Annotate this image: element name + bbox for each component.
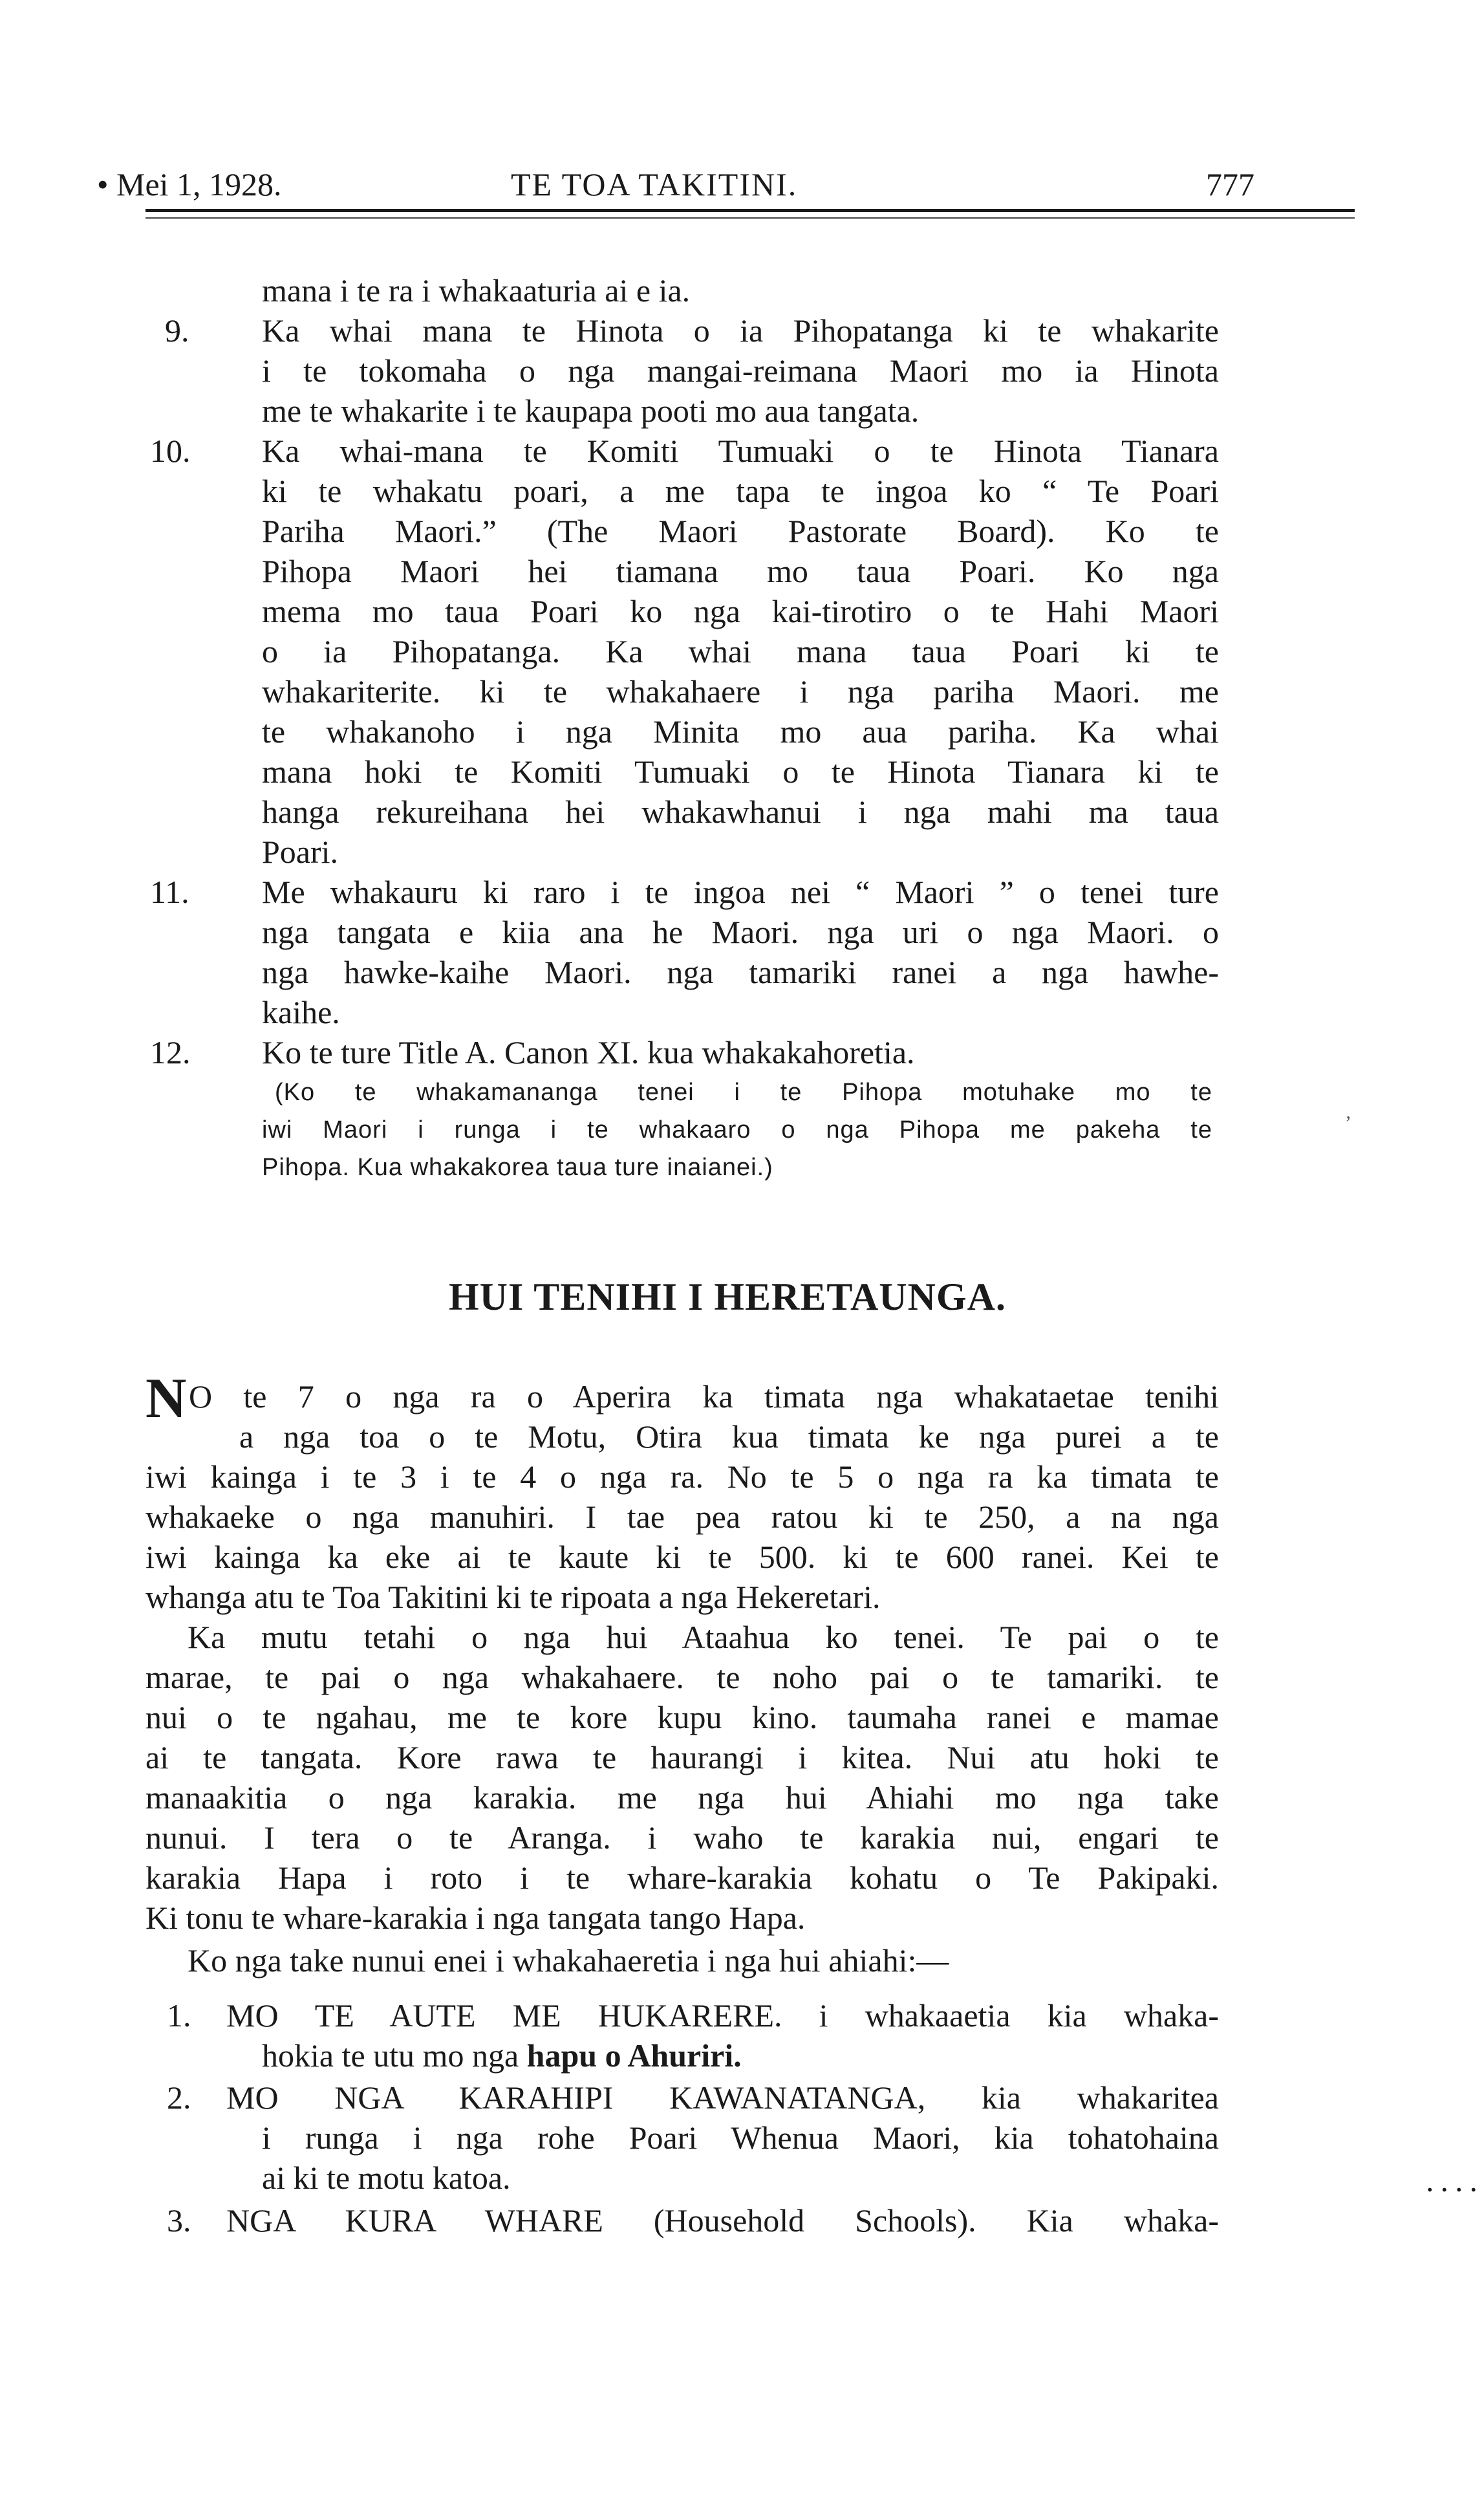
paragraph: marae, te pai o nga whakahaere. te noho pai o te tamariki. te nui o te ngahau, me te kore kupu kino. taumaha ranei e mamae ai te tangata. Kore rawa te haurangi i kitea. Nui atu hoki te manaakitia o nga karakia. me nga hui Ahiahi mo nga take nunui. I tera o te Aranga. i waho te karakia nui, engari te karakia Hapa i roto i te whare-karakia kohatu o Te Pakipaki. Ki tonu te whare-karakia i nga tangata tango Hapa. <box>145 1659 1219 1936</box>
footnote: (Ko te whakamananga tenei i te Pihopa motuhake mo te iwi Maori i runga i te whakaaro o nga Pihopa me pakeha te Pihopa. Kua whakakorea taua ture inaianei.) <box>262 1079 1212 1181</box>
list-item: MO NGA KARAHIPI KAWANATANGA, kia whakaritea <box>226 2079 1219 2116</box>
item-text: Ko te ture Title A. Canon XI. kua whakakahoretia. <box>262 1034 915 1070</box>
list-number: 3. <box>167 2202 191 2239</box>
item-number: 12. <box>150 1034 191 1070</box>
paragraph: O te 7 o nga ra o Aperira ka timata nga whakataetae tenihi <box>189 1378 1219 1415</box>
paragraph: Ko nga take nunui enei i whakahaeretia i nga hui ahiahi:— <box>188 1942 949 1979</box>
paragraph: a nga toa o te Motu, Otira kua timata ke nga purei a te <box>239 1418 1219 1455</box>
drop-cap: N <box>145 1367 187 1430</box>
item-text: Ka whai-mana te Komiti Tumuaki o te Hinota Tianara ki te whakatu poari, a me tapa te ingoa ko “ Te Poari Pariha Maori.” (The Maori Pastorate Board). Ko te Pihopa Maori hei tiamana mo taua Poari. Ko nga mema mo taua Poari ko nga kai-tirotiro o te Hahi Maori o ia Pihopatanga. Ka whai mana taua Poari ki te whakariterite. ki te whakahaere i nga pariha Maori. me te whakanoho i nga Minita mo aua pariha. Ka whai mana hoki te Komiti Tumuaki o te Hinota Tianara ki te hanga rekureihana hei whakawhanui i nga mahi ma taua Poari. <box>262 433 1219 870</box>
list-number: 1. <box>167 1997 191 2033</box>
list-item-continuation: i runga i nga rohe Poari Whenua Maori, kia tohatohaina ai ki te motu katoa. .... <box>262 2118 1219 2198</box>
page-number: 777 <box>1206 166 1254 202</box>
paragraph: iwi kainga i te 3 i te 4 o nga ra. No te 5 o nga ra ka timata te whakaeke o nga manuhiri. I tae pea ratou ki te 250, a na nga iwi kainga ka eke ai te kaute ki te 500. ki te 600 ranei. Kei te whanga atu te Toa Takitini ki te ripoata a nga Hekeretari. <box>145 1459 1219 1615</box>
header-rule-thin <box>145 217 1355 219</box>
item-number: 9. <box>165 312 189 349</box>
margin-mark: ʼ <box>1345 1112 1351 1134</box>
list-item: MO TE AUTE ME HUKARERE. i whakaaetia kia whaka- hokia te utu mo nga hapu o Ahuriri. <box>226 1997 1219 2074</box>
list-number: 2. <box>167 2079 191 2116</box>
item-text: Me whakauru ki raro i te ingoa nei “ Maori ” o tenei ture nga tangata e kiia ana he Maori. nga uri o nga Maori. o nga hawke-kaihe Maori. nga tamariki ranei a nga hawhe- kaihe. <box>262 874 1219 1030</box>
header-rule <box>145 209 1355 212</box>
paragraph: Ka mutu tetahi o nga hui Ataahua ko tenei. Te pai o te <box>188 1619 1219 1655</box>
section-heading: HUI TENIHI I HERETAUNGA. <box>449 1275 1006 1318</box>
header-title: TE TOA TAKITINI. <box>511 166 798 202</box>
leader-dots: .... <box>1426 2162 1484 2198</box>
item-number: 11. <box>150 874 189 910</box>
item-text: Ka whai mana te Hinota o ia Pihopatanga ki te whakarite i te tokomaha o nga mangai-reimana Maori mo ia Hinota me te whakarite i te kaupapa pooti mo aua tangata. <box>262 312 1219 429</box>
continuation-text: mana i te ra i whakaaturia ai e ia. <box>262 272 691 309</box>
item-number: 10. <box>150 433 191 469</box>
list-item: NGA KURA WHARE (Household Schools). Kia whaka- <box>226 2202 1219 2239</box>
header-date: • Mei 1, 1928. <box>97 166 282 202</box>
